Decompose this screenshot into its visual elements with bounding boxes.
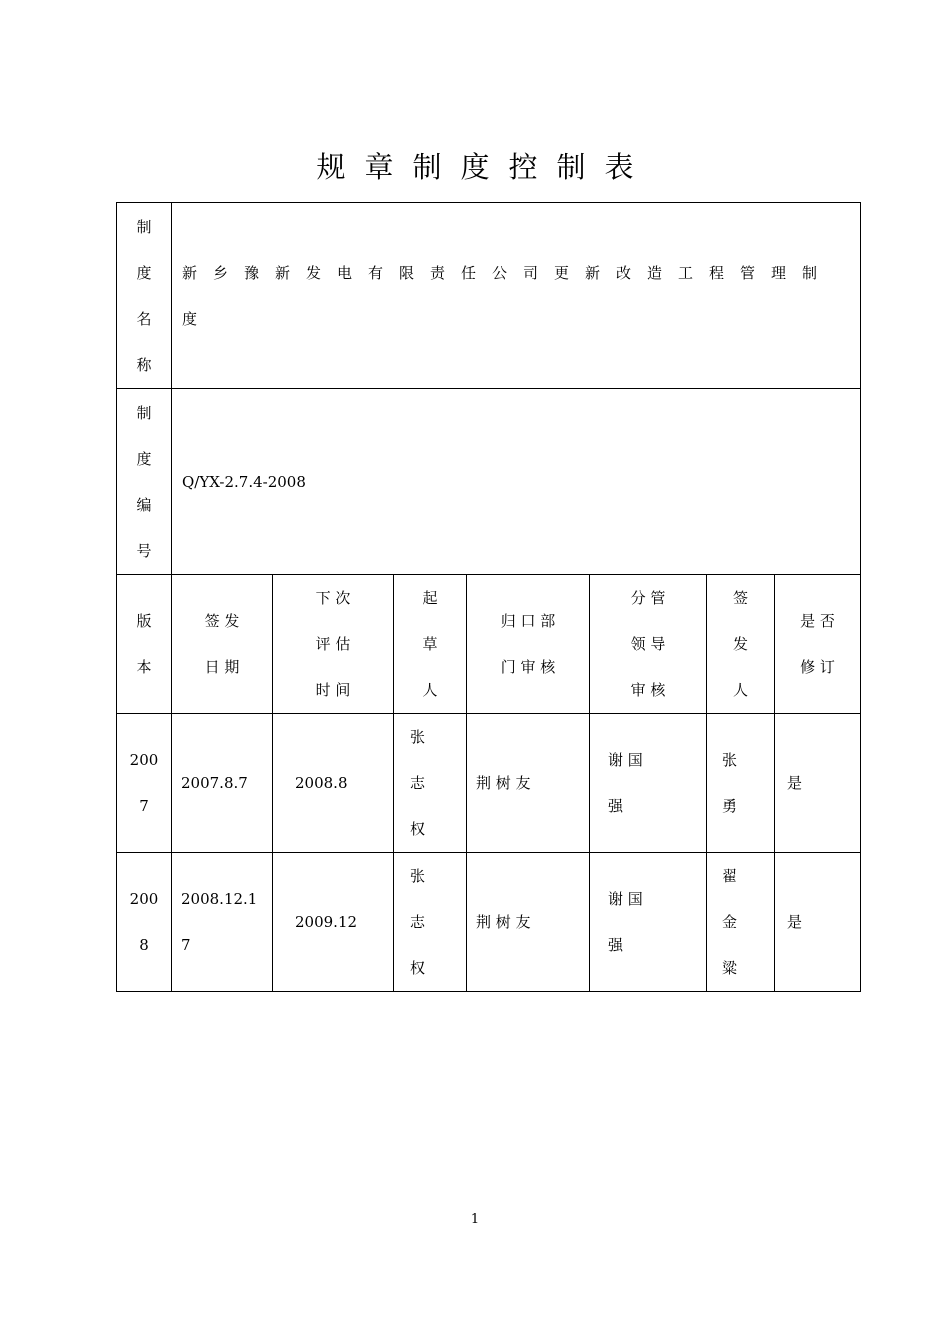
row-signer: 张 勇 (707, 714, 775, 853)
page-title: 规章制度控制表 (316, 150, 653, 184)
row-revised: 是 (775, 714, 861, 853)
table-row (117, 853, 861, 992)
row-drafter: 张 志 权 (394, 714, 467, 853)
header-dept-review: 归 口 部 门 审 核 (467, 575, 590, 714)
row-signer: 翟 金 粱 (707, 853, 775, 992)
code-row (117, 389, 861, 575)
header-leader-review: 分 管 领 导 审 核 (590, 575, 707, 714)
header-signer: 签 发 人 (707, 575, 775, 714)
row-leader-review: 谢 国 强 (590, 714, 707, 853)
row-dept-review: 荆 树 友 (467, 714, 590, 853)
name-value: 新乡豫新发电有限责任公司更新改造工程管理制度 (172, 203, 861, 389)
name-row (117, 203, 861, 389)
row-dept-review: 荆 树 友 (467, 853, 590, 992)
row-drafter: 张 志 权 (394, 853, 467, 992)
code-value: Q/YX-2.7.4-2008 (172, 389, 861, 575)
page-number: 1 (470, 1212, 480, 1227)
row-issue-date: 2007.8.7 (172, 714, 273, 853)
header-issue-date: 签 发 日 期 (172, 575, 273, 714)
header-next-review: 下 次 评 估 时 间 (273, 575, 394, 714)
name-label: 制 度 名 称 (117, 203, 172, 389)
row-leader-review: 谢 国 强 (590, 853, 707, 992)
table-row (117, 714, 861, 853)
row-version: 200 8 (117, 853, 172, 992)
control-table (116, 202, 861, 992)
row-issue-date: 2008.12.1 7 (172, 853, 273, 992)
row-next-review: 2009.12 (273, 853, 394, 992)
header-revised: 是 否 修 订 (775, 575, 861, 714)
row-version: 200 7 (117, 714, 172, 853)
header-row (117, 575, 861, 714)
row-revised: 是 (775, 853, 861, 992)
code-label: 制 度 编 号 (117, 389, 172, 575)
header-version: 版 本 (117, 575, 172, 714)
header-drafter: 起 草 人 (394, 575, 467, 714)
row-next-review: 2008.8 (273, 714, 394, 853)
